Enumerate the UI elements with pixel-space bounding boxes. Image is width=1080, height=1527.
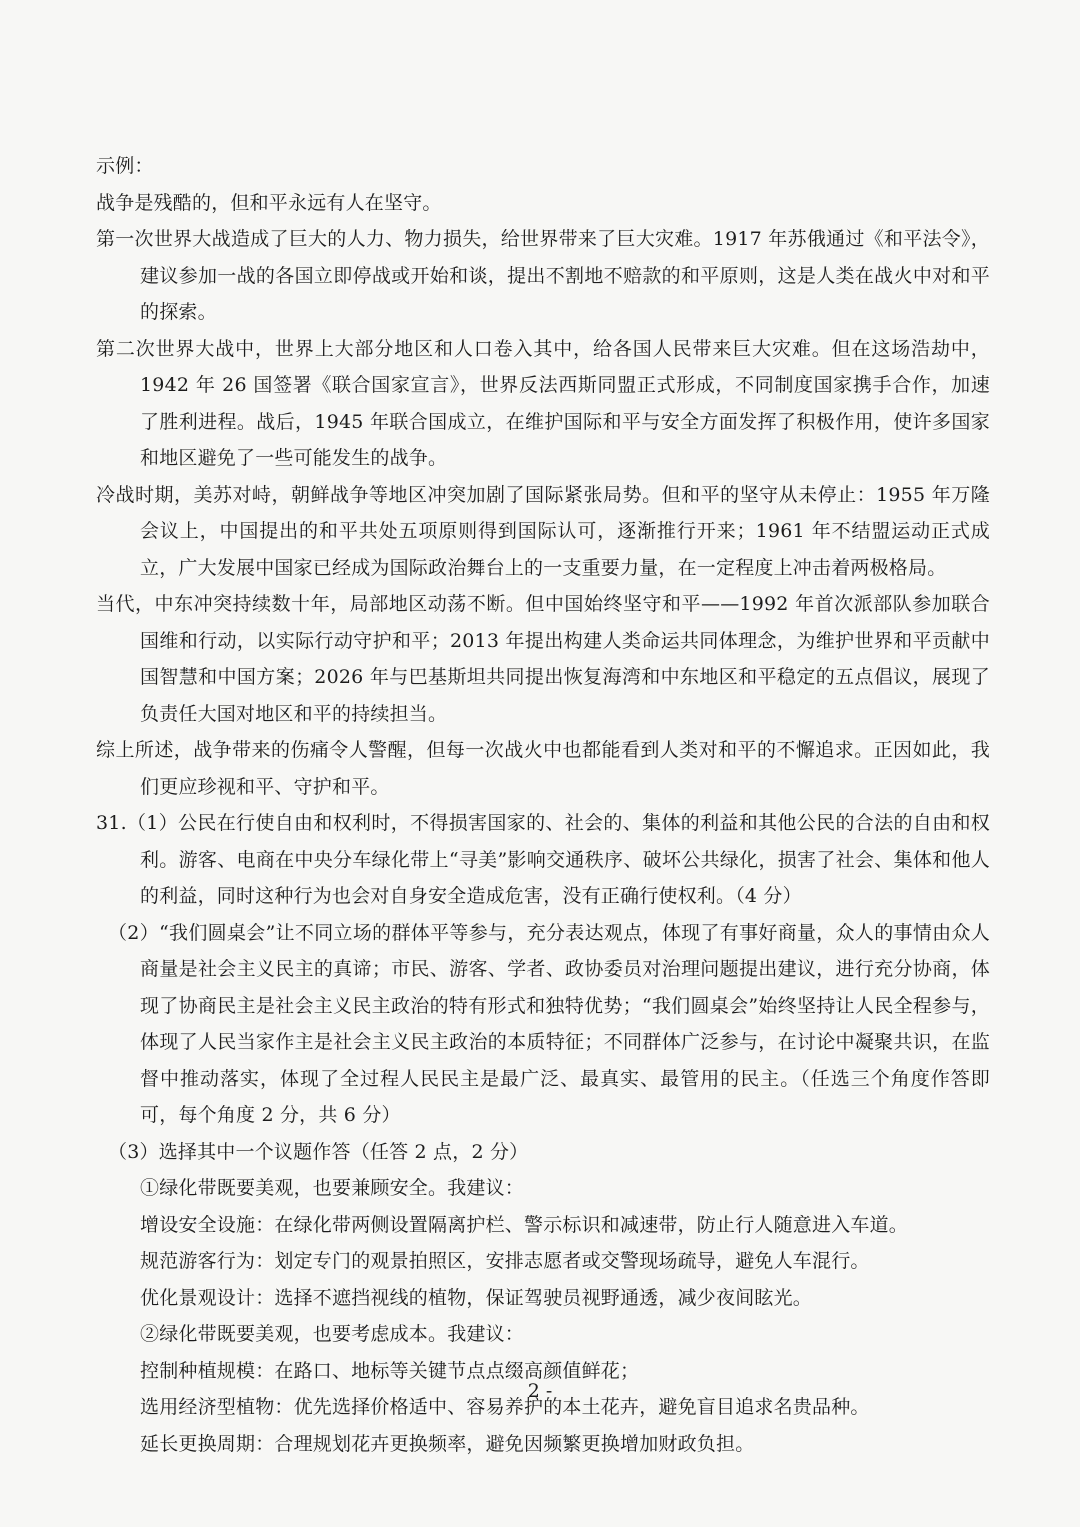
essay-paragraph-ww2: 第二次世界大战中，世界上大部分地区和人口卷入其中，给各国人民带来巨大灾难。但在这场浩劫中，1942 年 26 国签署《联合国家宣言》，世界反法西斯同盟正式形成，不同制度国家携手合作，加速了胜利进程。战后，1945 年联合国成立，在维护国际和平与安全方面发挥了积极作用，使许多国家和地区避免了一些可能发生的战争。: [96, 337, 990, 469]
option-1-item: 优化景观设计：选择不遮挡视线的植物，保证驾驶员视野通透，减少夜间眩光。: [140, 1286, 813, 1309]
option-1-item: 增设安全设施：在绿化带两侧设置隔离护栏、警示标识和减速带，防止行人随意进入车道。: [140, 1213, 909, 1236]
document-page: [96, 148, 990, 1462]
essay-conclusion: 综上所述，战争带来的伤痛令人警醒，但每一次战火中也都能看到人类对和平的不懈追求。正因如此，我们更应珍视和平、守护和平。: [96, 739, 990, 798]
essay-paragraph-ww1: 第一次世界大战造成了巨大的人力、物力损失，给世界带来了巨大灾难。1917 年苏俄通过《和平法令》，建议参加一战的各国立即停战或开始和谈，提出不割地不赔款的和平原则，这是人类在战火中对和平的探索。: [96, 228, 990, 323]
option-2-item: 延长更换周期：合理规划花卉更换频率，避免因频繁更换增加财政负担。: [140, 1432, 755, 1455]
answer-31-part2: （2）“我们圆桌会”让不同立场的群体平等参与，充分表达观点，体现了有事好商量，众人的事情由众人商量是社会主义民主的真谛；市民、游客、学者、政协委员对治理问题提出建议，进行充分协商，体现了协商民主是社会主义民主政治的特有形式和独特优势；“我们圆桌会”始终坚持让人民全程参与，体现了人民当家作主是社会主义民主政治的本质特征；不同群体广泛参与，在讨论中凝聚共识，在监督中推动落实，体现了全过程人民民主是最广泛、最真实、最管用的民主。（任选三个角度作答即可，每个角度 2 分，共 6 分）: [108, 921, 990, 1126]
option-1-heading: ①绿化带既要美观，也要兼顾安全。我建议：: [140, 1177, 525, 1199]
page-number: 2 -: [527, 1380, 553, 1402]
essay-paragraph-contemporary: 当代，中东冲突持续数十年，局部地区动荡不断。但中国始终坚守和平——1992 年首次派部队参加联合国维和行动，以实际行动守护和平；2013 年提出构建人类命运共同体理念，为维护世界和平贡献中国智慧和中国方案；2026 年与巴基斯坦共同提出恢复海湾和中东地区和平稳定的五点倡议，展现了负责任大国对地区和平的持续担当。: [96, 593, 990, 725]
example-heading: 示例：: [96, 155, 154, 177]
option-2-item: 选用经济型植物：优先选择价格适中、容易养护的本土花卉，避免盲目追求名贵品种。: [140, 1396, 870, 1418]
option-1-item: 规范游客行为：划定专门的观景拍照区，安排志愿者或交警现场疏导，避免人车混行。: [140, 1250, 870, 1272]
essay-paragraph-cold-war: 冷战时期，美苏对峙，朝鲜战争等地区冲突加剧了国际紧张局势。但和平的坚守从未停止：1955 年万隆会议上，中国提出的和平共处五项原则得到国际认可，逐渐推行开来；1961 年不结盟运动正式成立，广大发展中国家已经成为国际政治舞台上的一支重要力量，在一定程度上冲击着两极格局。: [96, 483, 990, 579]
answer-31-part3: （3）选择其中一个议题作答（任答 2 点，2 分）: [108, 1140, 529, 1163]
answer-31-part1: 31.（1）公民在行使自由和权利时，不得损害国家的、社会的、集体的利益和其他公民的合法的自由和权利。游客、电商在中央分车绿化带上“寻美”影响交通秩序、破坏公共绿化，损害了社会、集体和他人的利益，同时这种行为也会对自身安全造成危害，没有正确行使权利。（4 分）: [96, 812, 990, 907]
option-2-heading: ②绿化带既要美观，也要考虑成本。我建议：: [140, 1323, 525, 1345]
option-2-item: 控制种植规模：在路口、地标等关键节点点缀高颜值鲜花；: [140, 1359, 640, 1382]
essay-opening: 战争是残酷的，但和平永远有人在坚守。: [96, 191, 442, 214]
